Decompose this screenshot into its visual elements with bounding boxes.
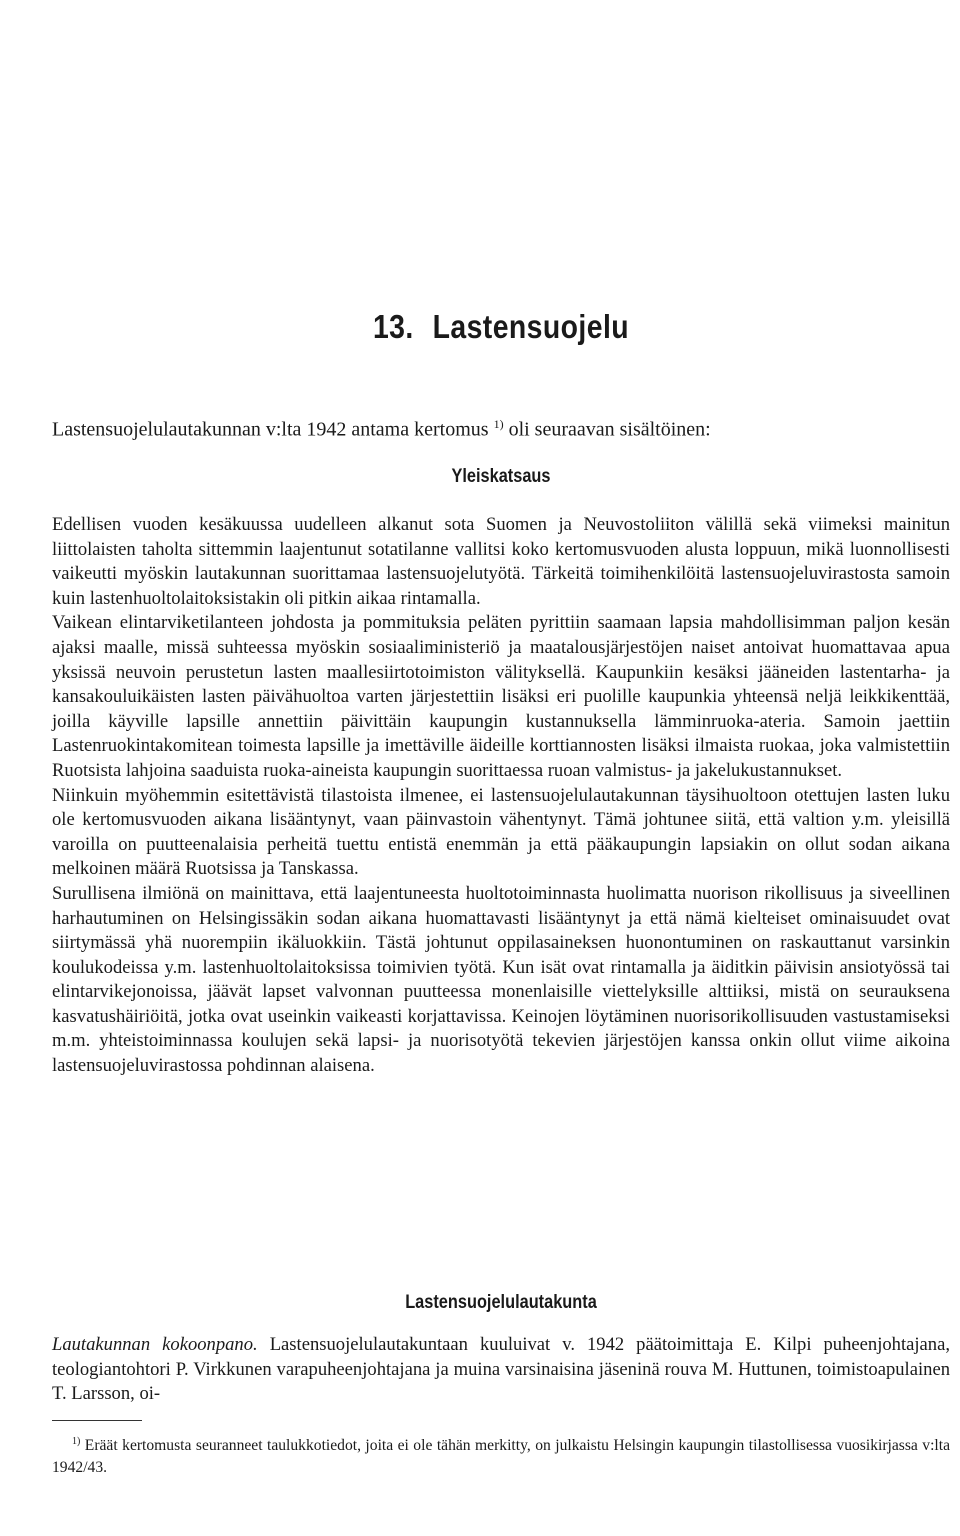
- section-body-lastensuojelulautakunta: [52, 1333, 950, 1407]
- chapter-title-text: Lastensuojelu: [432, 308, 630, 345]
- footnote-text: Eräät kertomusta seuranneet taulukkotiedot, joita ei ole tähän merkitty, on julkaistu Helsingin kaupungin tilastollisessa vuosikirjassa v:lta 1942/43.: [52, 1437, 950, 1477]
- paragraph: [52, 1333, 950, 1407]
- paragraph: Vaikean elintarviketilanteen johdosta ja pommituksia peläten pyrittiin saamaan lapsia mahdollisimman paljon kesän ajaksi maalle, missä suhteessa myöskin sosiaaliministeriö ja maatalousjärjestöjen naiset antoivat huomattavaa apua yksissä neuvoin perustetun lasten maallesiirtotoimiston välityksellä. Kaupunkiin kesäksi jääneiden lastentarha- ja kansakouluikäisten lasten päivähuoltoa varten järjestettiin lisäksi eri puolille kaupunkia yhteensä neljä leikkikenttää, joilla käyville lapsille annettiin päivittäin kaupungin kustannuksella lämminruoka-ateria. Samoin jaettiin Lastenruokintakomitean toimesta lapsille ja imettäville äideille korttiannosten lisäksi ilmaista ruokaa, joka valmistettiin Ruotsista lahjoina saaduista ruoka-aineista kaupungin suorittaessa ruoan valmistus- ja jakelukustannukset.: [52, 612, 950, 781]
- document-page: [52, 0, 950, 1536]
- section-heading-lastensuojelulautakunta: Lastensuojelulautakunta: [405, 1292, 597, 1313]
- paragraph: Niinkuin myöhemmin esitettävistä tilastoista ilmenee, ei lastensuojelulautakunnan täysihuoltoon otettujen lasten luku ole kertomusvuoden aikana lisääntynyt, vaan päinvastoin vähentynyt. Tämä johtunee siitä, että valtion y.m. yleisillä varoilla on puutteenalaisia perheitä tuettu entistä enemmän ja että pääkaupungin lapsiakin on ollut sodan aikana melkoinen määrä Ruotsissa ja Tanskassa.: [52, 784, 950, 880]
- section-heading-yleiskatsaus: Yleiskatsaus: [451, 466, 551, 487]
- paragraph-text: Lastensuojelulautakuntaan kuuluivat v. 1942 päätoimittaja E. Kilpi puheenjohtajana, teologiantohtori P. Virkkunen varapuheenjohtajana ja muina varsinaisina jäseninä rouva M. Huttunen, toimistoapulainen T. Larsson, oi-: [52, 1334, 950, 1405]
- intro-text: Lastensuojelulautakunnan v:lta 1942 antama kertomus: [52, 418, 489, 441]
- chapter-title: [115, 308, 887, 346]
- footnote-reference: 1): [493, 417, 504, 431]
- chapter-number: 13.: [372, 308, 414, 345]
- paragraph: Edellisen vuoden kesäkuussa uudelleen alkanut sota Suomen ja Neuvostoliiton välillä sekä viimeksi mainitun liittolaisten taholta sittemmin laajentunut sotatilanne vallitsi koko kertomusvuoden alusta loppuun, mikä luonnollisesti vaikeutti myöskin lautakunnan suorittamaa lastensuojelutyötä. Tärkeitä toimihenkilöitä lastensuojeluvirastosta samoin kuin lastenhuoltolaitoksistakin oli pitkin aikaa rintamalla.: [52, 514, 950, 609]
- section-body-yleiskatsaus: [52, 513, 950, 1079]
- intro-line: [52, 411, 950, 443]
- paragraph-lead: Lautakunnan kokoonpano.: [52, 1334, 258, 1355]
- footnote-divider: [52, 1420, 142, 1421]
- footnote-mark: 1): [72, 1436, 81, 1447]
- paragraph: Surullisena ilmiönä on mainittava, että laajentuneesta huoltotoiminnasta huolimatta nuorison rikollisuus ja siveellinen harhautuminen on Helsingissäkin sodan aikana huomattavasti lisääntynyt ja että nämä kielteiset ominaisuudet ovat siirtymässä yhä nuorempiin ikäluokkiin. Tästä johtunut oppilasaineksen huonontuminen on raskauttanut varsinkin koulukodeissa y.m. lastenhuoltolaitoksissa toimivien työtä. Kun isät ovat rintamalla ja äiditkin päivisin ansiotyössä tai elintarvikejonoissa, jäävät lapset valvonnan puutteessa monenlaisille viettelyksille alttiiksi, mistä on seurauksena kasvatushäiriöitä, jotka ovat useinkin vaikeasti korjattavissa. Keinojen löytäminen nuorisorikollisuuden vastustamiseksi m.m. yhteistoiminnassa koulujen sekä lapsi- ja nuorisotyötä tekevien järjestöjen kanssa onkin ollut viime aikoina lastensuojeluvirastossa pohdinnan alaisena.: [52, 882, 950, 1077]
- footnote: [52, 1431, 950, 1479]
- intro-text-end: oli seuraavan sisältöinen:: [503, 418, 711, 441]
